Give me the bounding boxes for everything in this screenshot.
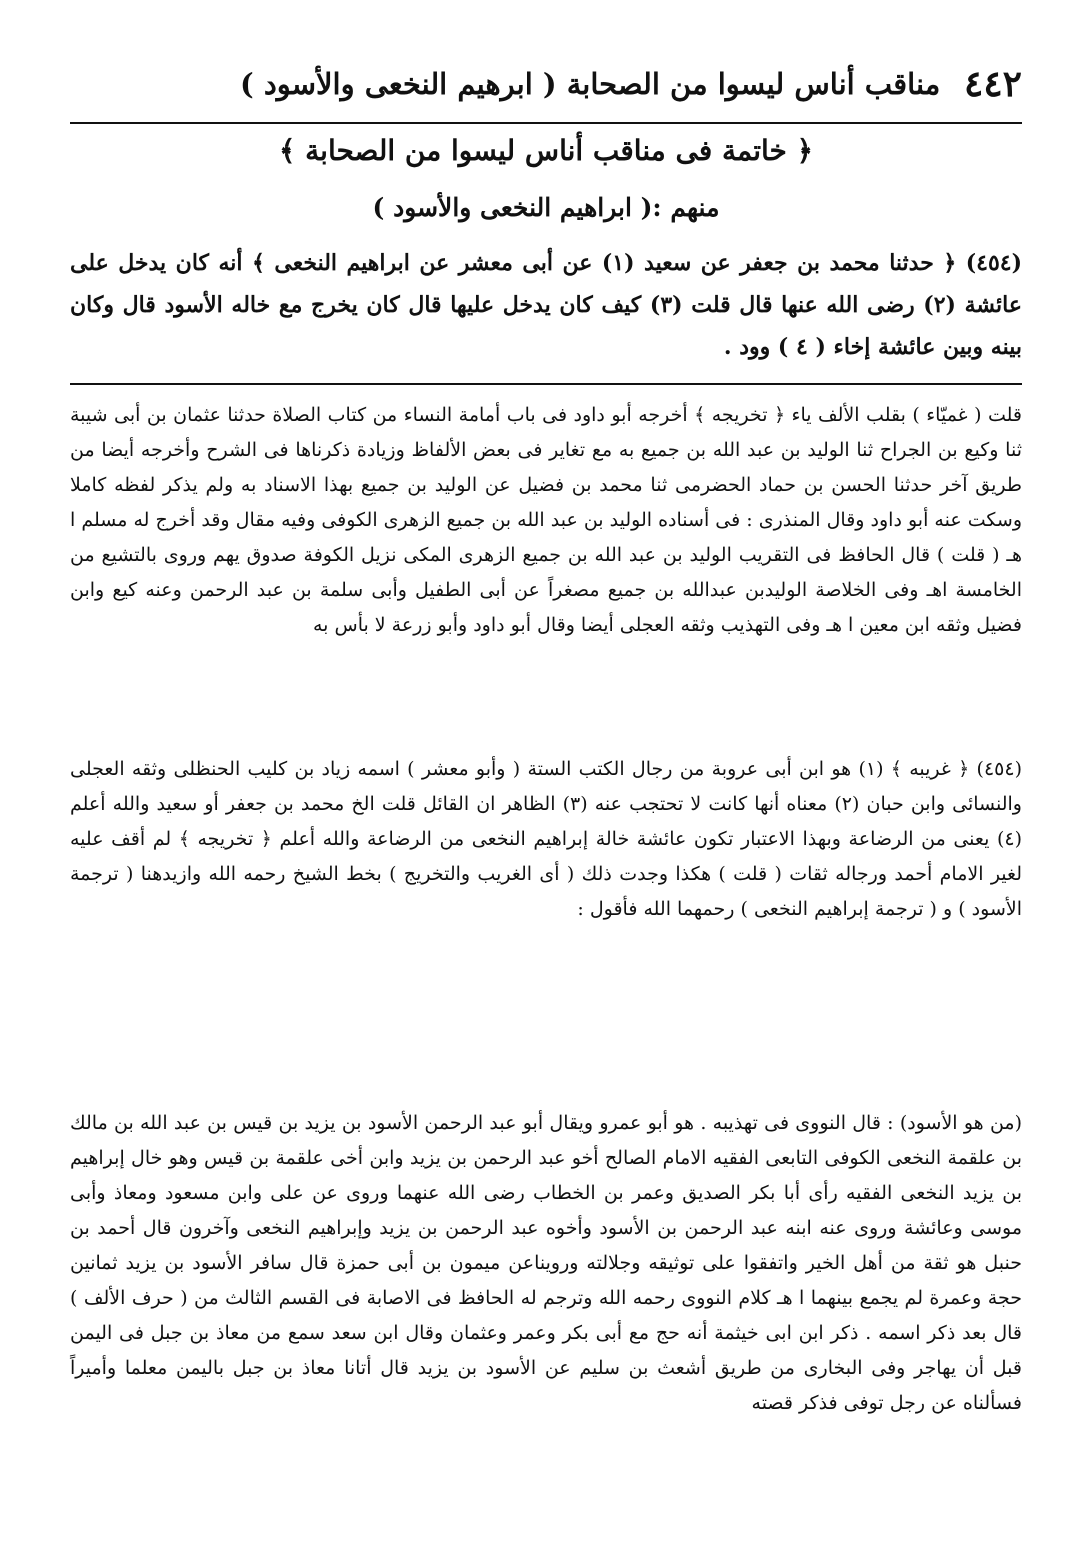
hadith-text: (٤٥٤) ﴿ حدثنا محمد بن جعفر عن سعيد (١) عن أبى معشر عن ابراهيم النخعى ﴾ أنه كان يدخل على عائشة (٢) رضى الله عنها قال قلت (٣) كيف كان يدخل عليها قال كان يخرج مع خاله الأسود قال وكان بينه وبين عائشة إخاء ( ٤ ) وود . [70, 250, 1022, 360]
footnote-rule [70, 383, 1022, 385]
commentary-paragraph-2: (٤٥٤) ﴿ غريبه ﴾ (١) هو ابن أبى عروبة من رجال الكتب الستة ( وأبو معشر ) اسمه زياد بن كليب الحنظلى وثقه العجلى والنسائى وابن حبان (٢) معناه أنها كانت لا تحتجب عنه (٣) الظاهر ان القائل قلت الخ محمد بن جعفر أو سعيد والله أعلم (٤) يعنى من الرضاعة وبهذا الاعتبار تكون عائشة خالة إبراهيم النخعى من الرضاعة والله أعلم ﴿ تخريجه ﴾ لم أقف عليه لغير الامام أحمد ورجاله ثقات ( قلت ) هكذا وجدت ذلك ( أى الغريب والتخريج ) بخط الشيخ رحمه الله وازيدهنا ( ترجمة الأسود ) و ( ترجمة إبراهيم النخعى ) رحمهما الله فأقول : [70, 758, 1022, 920]
section-subtitle: منهم :( ابراهيم النخعى والأسود ) [372, 193, 720, 222]
running-head [70, 62, 1022, 106]
running-title: مناقب أناس ليسوا من الصحابة ( ابرهيم النخعى والأسود ) [240, 67, 941, 101]
header-rule [70, 122, 1022, 124]
commentary-paragraph-3: (من هو الأسود) : قال النووى فى تهذيبه . هو أبو عمرو ويقال أبو عبد الرحمن الأسود بن يزيد بن قيس بن عبد الله بن مالك بن علقمة النخعى الكوفى التابعى الفقيه الامام الصالح أخو عبد الرحمن بن يزيد وابن أخى علقمة بن قيس وهو خال إبراهيم بن يزيد النخعى الفقيه رأى أبا بكر الصديق وعمر بن الخطاب رضى الله عنهما وروى عن على وابن مسعود ومعاذ وأبى موسى وعائشة وروى عنه ابنه عبد الرحمن بن الأسود وأخوه عبد الرحمن بن يزيد وإبراهيم النخعى وآخرون قال أحمد بن حنبل هو ثقة من أهل الخير واتفقوا على توثيقه وجلالته ورويناعن ميمون بن أبى حمزة قال سافر الأسود بن يزيد ثمانين حجة وعمرة لم يجمع بينهما ا هـ كلام النووى رحمه الله وترجم له الحافظ فى الاصابة فى القسم الثالث من ( حرف الألف ) قال بعد ذكر اسمه . ذكر ابن ابى خيثمة أنه حج مع أبى بكر وعمر وعثمان وقال ابن سعد سمع من معاذ بن جبل فى اليمن قبل أن يهاجر وفى البخارى من طريق أشعث بن سليم عن الأسود بن يزيد قال أتانا معاذ بن جبل باليمن معلما وأميراً فسألناه عن رجل توفى فذكر قصته [70, 1112, 1022, 1414]
commentary-paragraph-1: قلت ( غميّاء ) بقلب الألف ياء ﴿ تخريجه ﴾ أخرجه أبو داود فى باب أمامة النساء من كتاب الصلاة حدثنا عثمان بن أبى شيبة ثنا وكيع بن الجراح ثنا الوليد بن عبد الله بن جميع به مع تغاير فى بعض الألفاظ وزيادة ذكرناها فى الشرح وأخرجه أيضا من طريق آخر حدثنا الحسن بن حماد الحضرمى ثنا محمد بن فضيل عن الوليد بن جميع بهذا الاسناد به ولم يذكر لفظه كاملا وسكت عنه أبو داود وقال المنذرى : فى أسناده الوليد بن عبد الله بن جميع الزهرى الكوفى وفيه مقال وقد أخرج له مسلم ا هـ ( قلت ) قال الحافظ فى التقريب الوليد بن عبد الله بن جميع الزهرى المكى نزيل الكوفة صدوق يهم وروى بالتشيع من الخامسة اهـ وفى الخلاصة الوليدبن عبدالله بن جميع مصغراً عن أبى الطفيل وأبى سلمة بن عبد الرحمن وعنه كيع وابن فضيل وثقه ابن معين ا هـ وفى التهذيب وثقه العجلى أيضا وقال أبو داود وأبو زرعة لا بأس به [70, 404, 1022, 636]
commentary [70, 398, 1022, 1421]
page-number: ٤٤٢ [963, 63, 1022, 105]
section-title: ﴿ خاتمة فى مناقب أناس ليسوا من الصحابة ﴾ [278, 134, 813, 167]
